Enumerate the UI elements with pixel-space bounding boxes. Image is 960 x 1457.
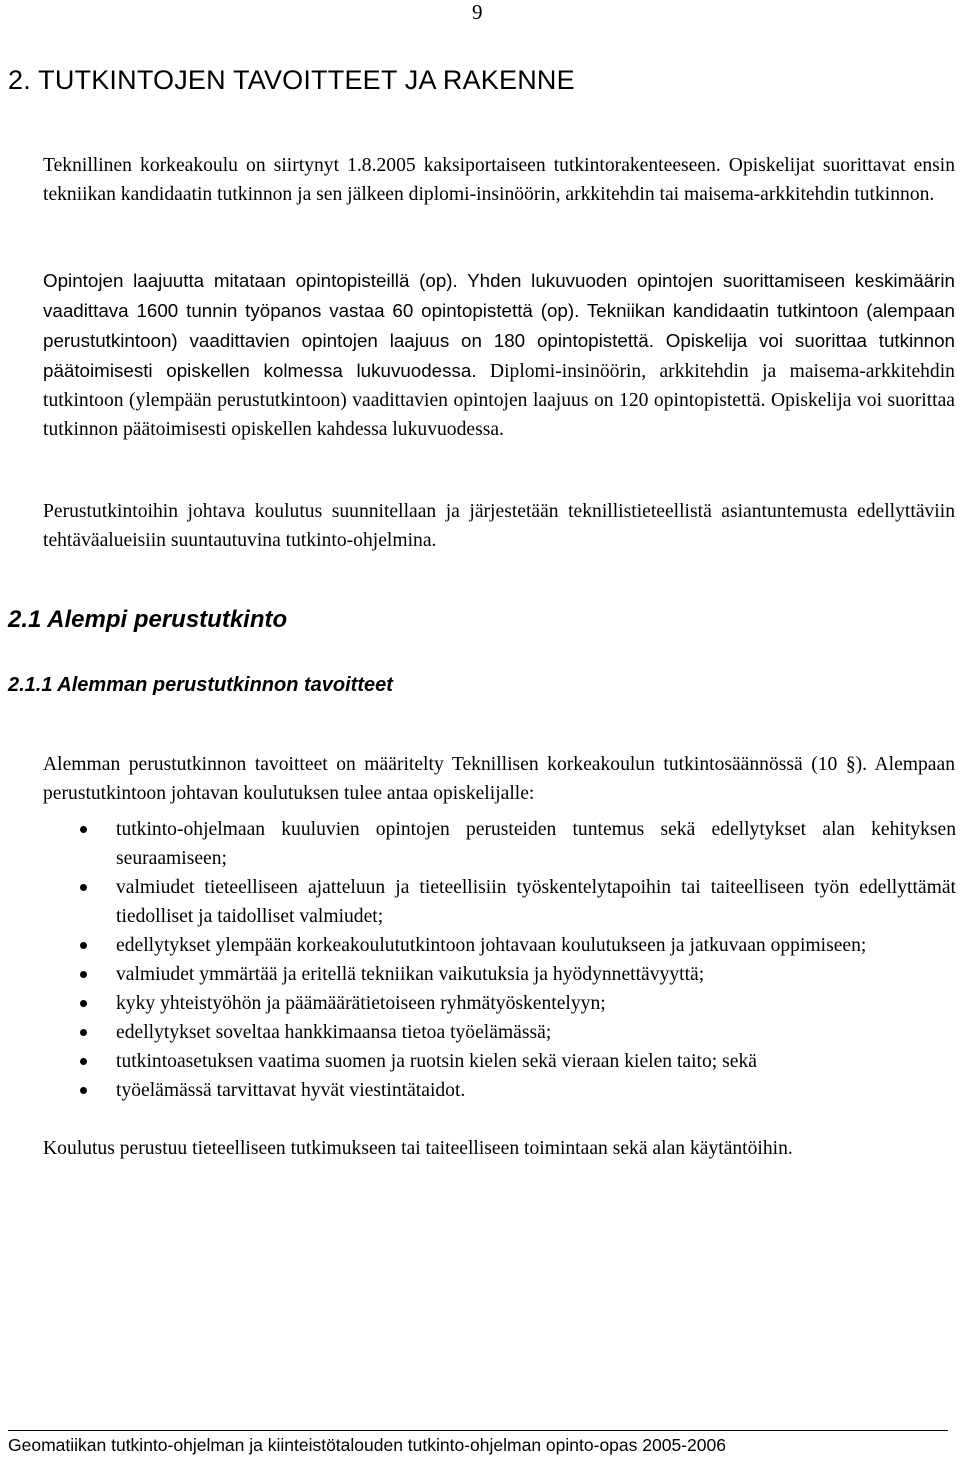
page-number: 9 <box>472 0 483 24</box>
intro-paragraph: Teknillinen korkeakoulu on siirtynyt 1.8.2005 kaksiportaiseen tutkintorakenteeseen. Opiskelijat suorittavat ensin tekniikan kandidaatin tutkinnon ja sen jälkeen diplomi-insinöörin, arkkitehdin tai maisema-arkkitehdin tutkinnon. <box>43 155 955 205</box>
list-item: edellytykset soveltaa hankkimaansa tietoa työelämässä; <box>0 1018 956 1047</box>
credits-serif-text: Diplomi-insinöörin, arkkitehdin ja maisema-arkkitehdin tutkintoon (ylempään perustutkintoon) vaadittavien opintojen laajuus on 120 opintopistettä. Opiskelija voi suorittaa tutkinnon päätoimisesti opiskellen kahdessa lukuvuodessa. <box>43 361 955 440</box>
programmes-paragraph: Perustutkintoihin johtava koulutus suunnitellaan ja järjestetään teknillistieteellistä asiantuntemusta edellyttäviin tehtäväalueisiin suuntautuvina tutkinto-ohjelmina. <box>43 501 955 551</box>
bullet-icon <box>80 1029 87 1036</box>
closing-paragraph: Koulutus perustuu tieteelliseen tutkimukseen tai taiteelliseen toimintaan sekä alan käytäntöihin. <box>43 1138 793 1159</box>
bullet-icon <box>80 826 87 833</box>
section-title: 2.1 Alempi perustutkinto <box>8 606 288 633</box>
objectives-list <box>0 815 960 1105</box>
page-footer: Geomatiikan tutkinto-ohjelman ja kiinteistötalouden tutkinto-ohjelman opinto-opas 2005-2006 <box>8 1430 948 1457</box>
list-item: tutkinto-ohjelmaan kuuluvien opintojen perusteiden tuntemus sekä edellytykset alan kehityksen seuraamiseen; <box>0 815 956 873</box>
list-item: valmiudet tieteelliseen ajatteluun ja tieteellisiin työskentelytapoihin tai taiteelliseen työn edellyttämät tiedolliset ja taidolliset valmiudet; <box>0 873 956 931</box>
credits-paragraph <box>43 266 955 444</box>
credits-sans-text: Opintojen laajuutta mitataan opintopisteillä (op). Yhden lukuvuoden opintojen suorittamiseen keskimäärin vaadittava 1600 tunnin työpanos vastaa 60 opintopistettä (op). Tekniikan kandidaatin tutkintoon (alempaan perustutkintoon) vaadittavien opintojen laajuus on 180 opintopistettä. Opiskelija voi suorittaa tutkinnon päätoimisesti opiskellen kolmessa lukuvuodessa. <box>43 270 955 381</box>
list-item: edellytykset ylempään korkeakoulututkintoon johtavaan koulutukseen ja jatkuvaan oppimiseen; <box>0 931 956 960</box>
bullet-icon <box>80 942 87 949</box>
list-item: kyky yhteistyöhön ja päämäärätietoiseen ryhmätyöskentelyyn; <box>0 989 956 1018</box>
list-item: tutkintoasetuksen vaatima suomen ja ruotsin kielen sekä vieraan kielen taito; sekä <box>0 1047 956 1076</box>
list-item: työelämässä tarvittavat hyvät viestintätaidot. <box>0 1076 956 1105</box>
bullet-icon <box>80 1000 87 1007</box>
subsection-title: 2.1.1 Alemman perustutkinnon tavoitteet <box>8 674 393 696</box>
chapter-title: 2. TUTKINTOJEN TAVOITTEET JA RAKENNE <box>8 65 575 95</box>
bullet-icon <box>80 1058 87 1065</box>
list-item: valmiudet ymmärtää ja eritellä tekniikan vaikutuksia ja hyödynnettävyyttä; <box>0 960 956 989</box>
bullet-icon <box>80 971 87 978</box>
objectives-intro: Alemman perustutkinnon tavoitteet on määritelty Teknillisen korkeakoulun tutkintosäännössä (10 §). Alempaan perustutkintoon johtavan koulutuksen tulee antaa opiskelijalle: <box>43 754 955 804</box>
bullet-icon <box>80 884 87 891</box>
bullet-icon <box>80 1087 87 1094</box>
